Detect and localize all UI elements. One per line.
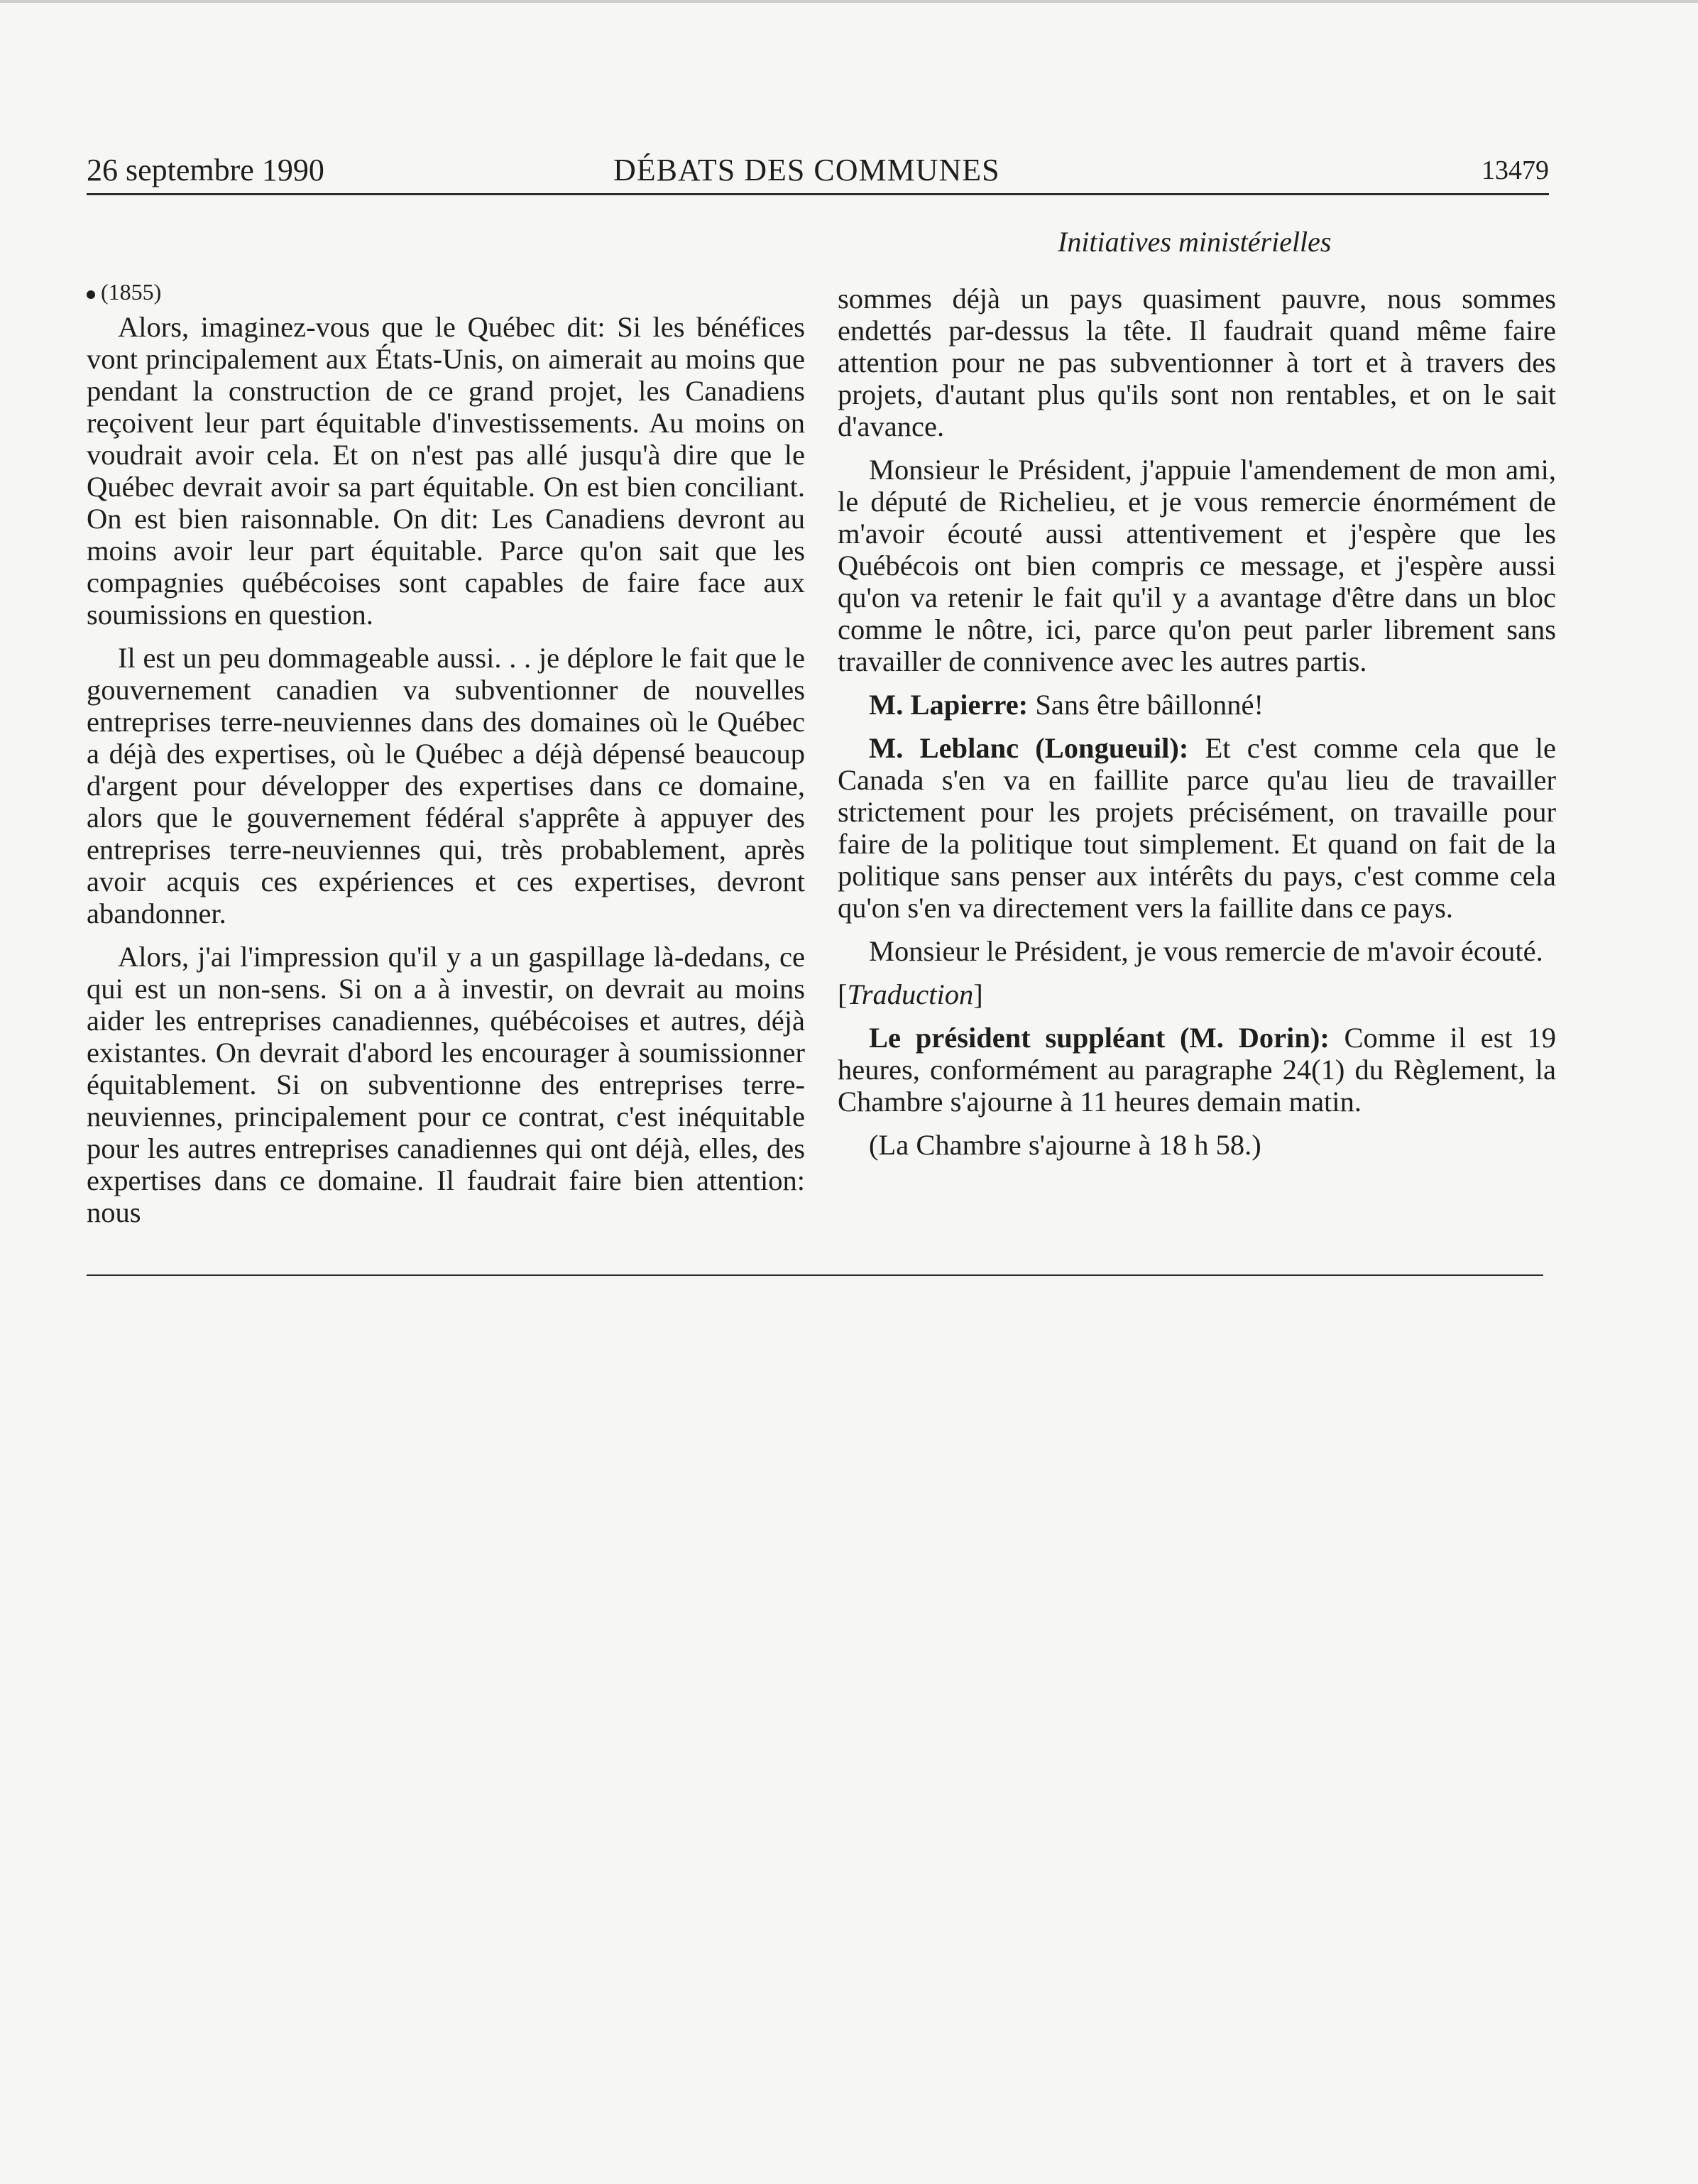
translation-label: Traduction: [847, 978, 974, 1010]
speaker-name: M. Leblanc (Longueuil):: [869, 732, 1189, 764]
page-top-edge: [0, 0, 1698, 3]
speech-text: Comme il est 19 heures, conformément au paragraphe 24(1) du Règlement, la Chambre s'ajourne à 11 heures demain matin.: [838, 1022, 1556, 1118]
left-column: [87, 277, 805, 1240]
translation-note: [838, 978, 1556, 1010]
right-column: [838, 283, 1556, 1172]
section-title: Initiatives ministérielles: [1058, 226, 1332, 258]
header-title: DÉBATS DES COMMUNES: [613, 153, 1000, 187]
page-number: 13479: [1481, 155, 1549, 185]
header-rule: [87, 193, 1549, 195]
speech-text: Et c'est comme cela que le Canada s'en va en faillite parce qu'au lieu de travailler strictement pour les projets précisément, on travaille pour faire de la politique tout simplement. Et quand on fait de la politique sans penser aux intérêts du pays, c'est comme cela qu'on s'en va directement vers la faillite dans ce pays.: [838, 732, 1556, 924]
paragraph: Monsieur le Président, j'appuie l'amendement de mon ami, le député de Richelieu, et je vous remercie énormément de m'avoir écouté aussi attentivement et j'espère que les Québécois ont bien compris ce message, et j'espère aussi qu'on va retenir le fait qu'il y a avantage d'être dans un bloc comme le nôtre, ici, parce qu'on peut parler librement sans travailler de connivence avec les autres partis.: [838, 454, 1556, 677]
speech-paragraph: [838, 1022, 1556, 1118]
time-marker-text: (1855): [101, 279, 162, 305]
bracket-close: ]: [973, 978, 983, 1010]
paragraph: Monsieur le Président, je vous remercie de m'avoir écouté.: [869, 935, 1543, 967]
page-header: [87, 149, 1549, 192]
paragraph: Il est un peu dommageable aussi. . . je déplore le fait que le gouvernement canadien va subventionner de nouvelles entreprises terre-neuviennes dans des domaines où le Québec a déjà des expertises, où le Québec a déjà dépensé beaucoup d'argent pour développer des expertises dans ce domaine, alors que le gouvernement fédéral s'apprête à appuyer des entreprises terre-neuviennes qui, très probablement, après avoir acquis ces expériences et ces expertises, devront abandonner.: [87, 642, 805, 929]
speaker-name: M. Lapierre:: [869, 689, 1029, 721]
speaker-name: Le président suppléant (M. Dorin):: [869, 1022, 1330, 1054]
speech-paragraph: [838, 689, 1556, 721]
speech-paragraph: [838, 732, 1556, 924]
paragraph: Alors, j'ai l'impression qu'il y a un gaspillage là-dedans, ce qui est un non-sens. Si on a à investir, on devrait au moins aider les entreprises canadiennes, québécoises et autres, déjà existantes. On devrait d'abord les encourager à soumissionner équitablement. Si on subventionne des entreprises terre-neuviennes, principalement pour ce contrat, c'est inéquitable pour les autres entreprises canadiennes qui ont déjà, elles, des expertises dans ce domaine. Il faudrait faire bien attention: nous: [87, 941, 805, 1228]
time-marker: [87, 277, 805, 307]
adjournment-note: (La Chambre s'ajourne à 18 h 58.): [869, 1129, 1261, 1161]
bracket-open: [: [838, 978, 848, 1010]
paragraph: Alors, imaginez-vous que le Québec dit: Si les bénéfices vont principalement aux États-Unis, on aimerait au moins que pendant la construction de ce grand projet, les Canadiens reçoivent leur part équitable d'investissements. Au moins on voudrait avoir cela. Et on n'est pas allé jusqu'à dire que le Québec devrait avoir sa part équitable. On est bien conciliant. On est bien raisonnable. On dit: Les Canadiens devront au moins avoir leur part équitable. Parce qu'on sait que les compagnies québécoises sont capables de faire face aux soumissions en question.: [87, 311, 805, 630]
bullet-icon: [87, 290, 95, 299]
footer-rule: [87, 1274, 1543, 1276]
header-date: 26 septembre 1990: [87, 153, 324, 187]
speech-text: Sans être bâillonné!: [1028, 689, 1264, 721]
paragraph: sommes déjà un pays quasiment pauvre, nous sommes endettés par-dessus la tête. Il faudrait quand même faire attention pour ne pas subventionner à tort et à travers des projets, d'autant plus qu'ils sont non rentables, et on le sait d'avance.: [838, 283, 1556, 442]
